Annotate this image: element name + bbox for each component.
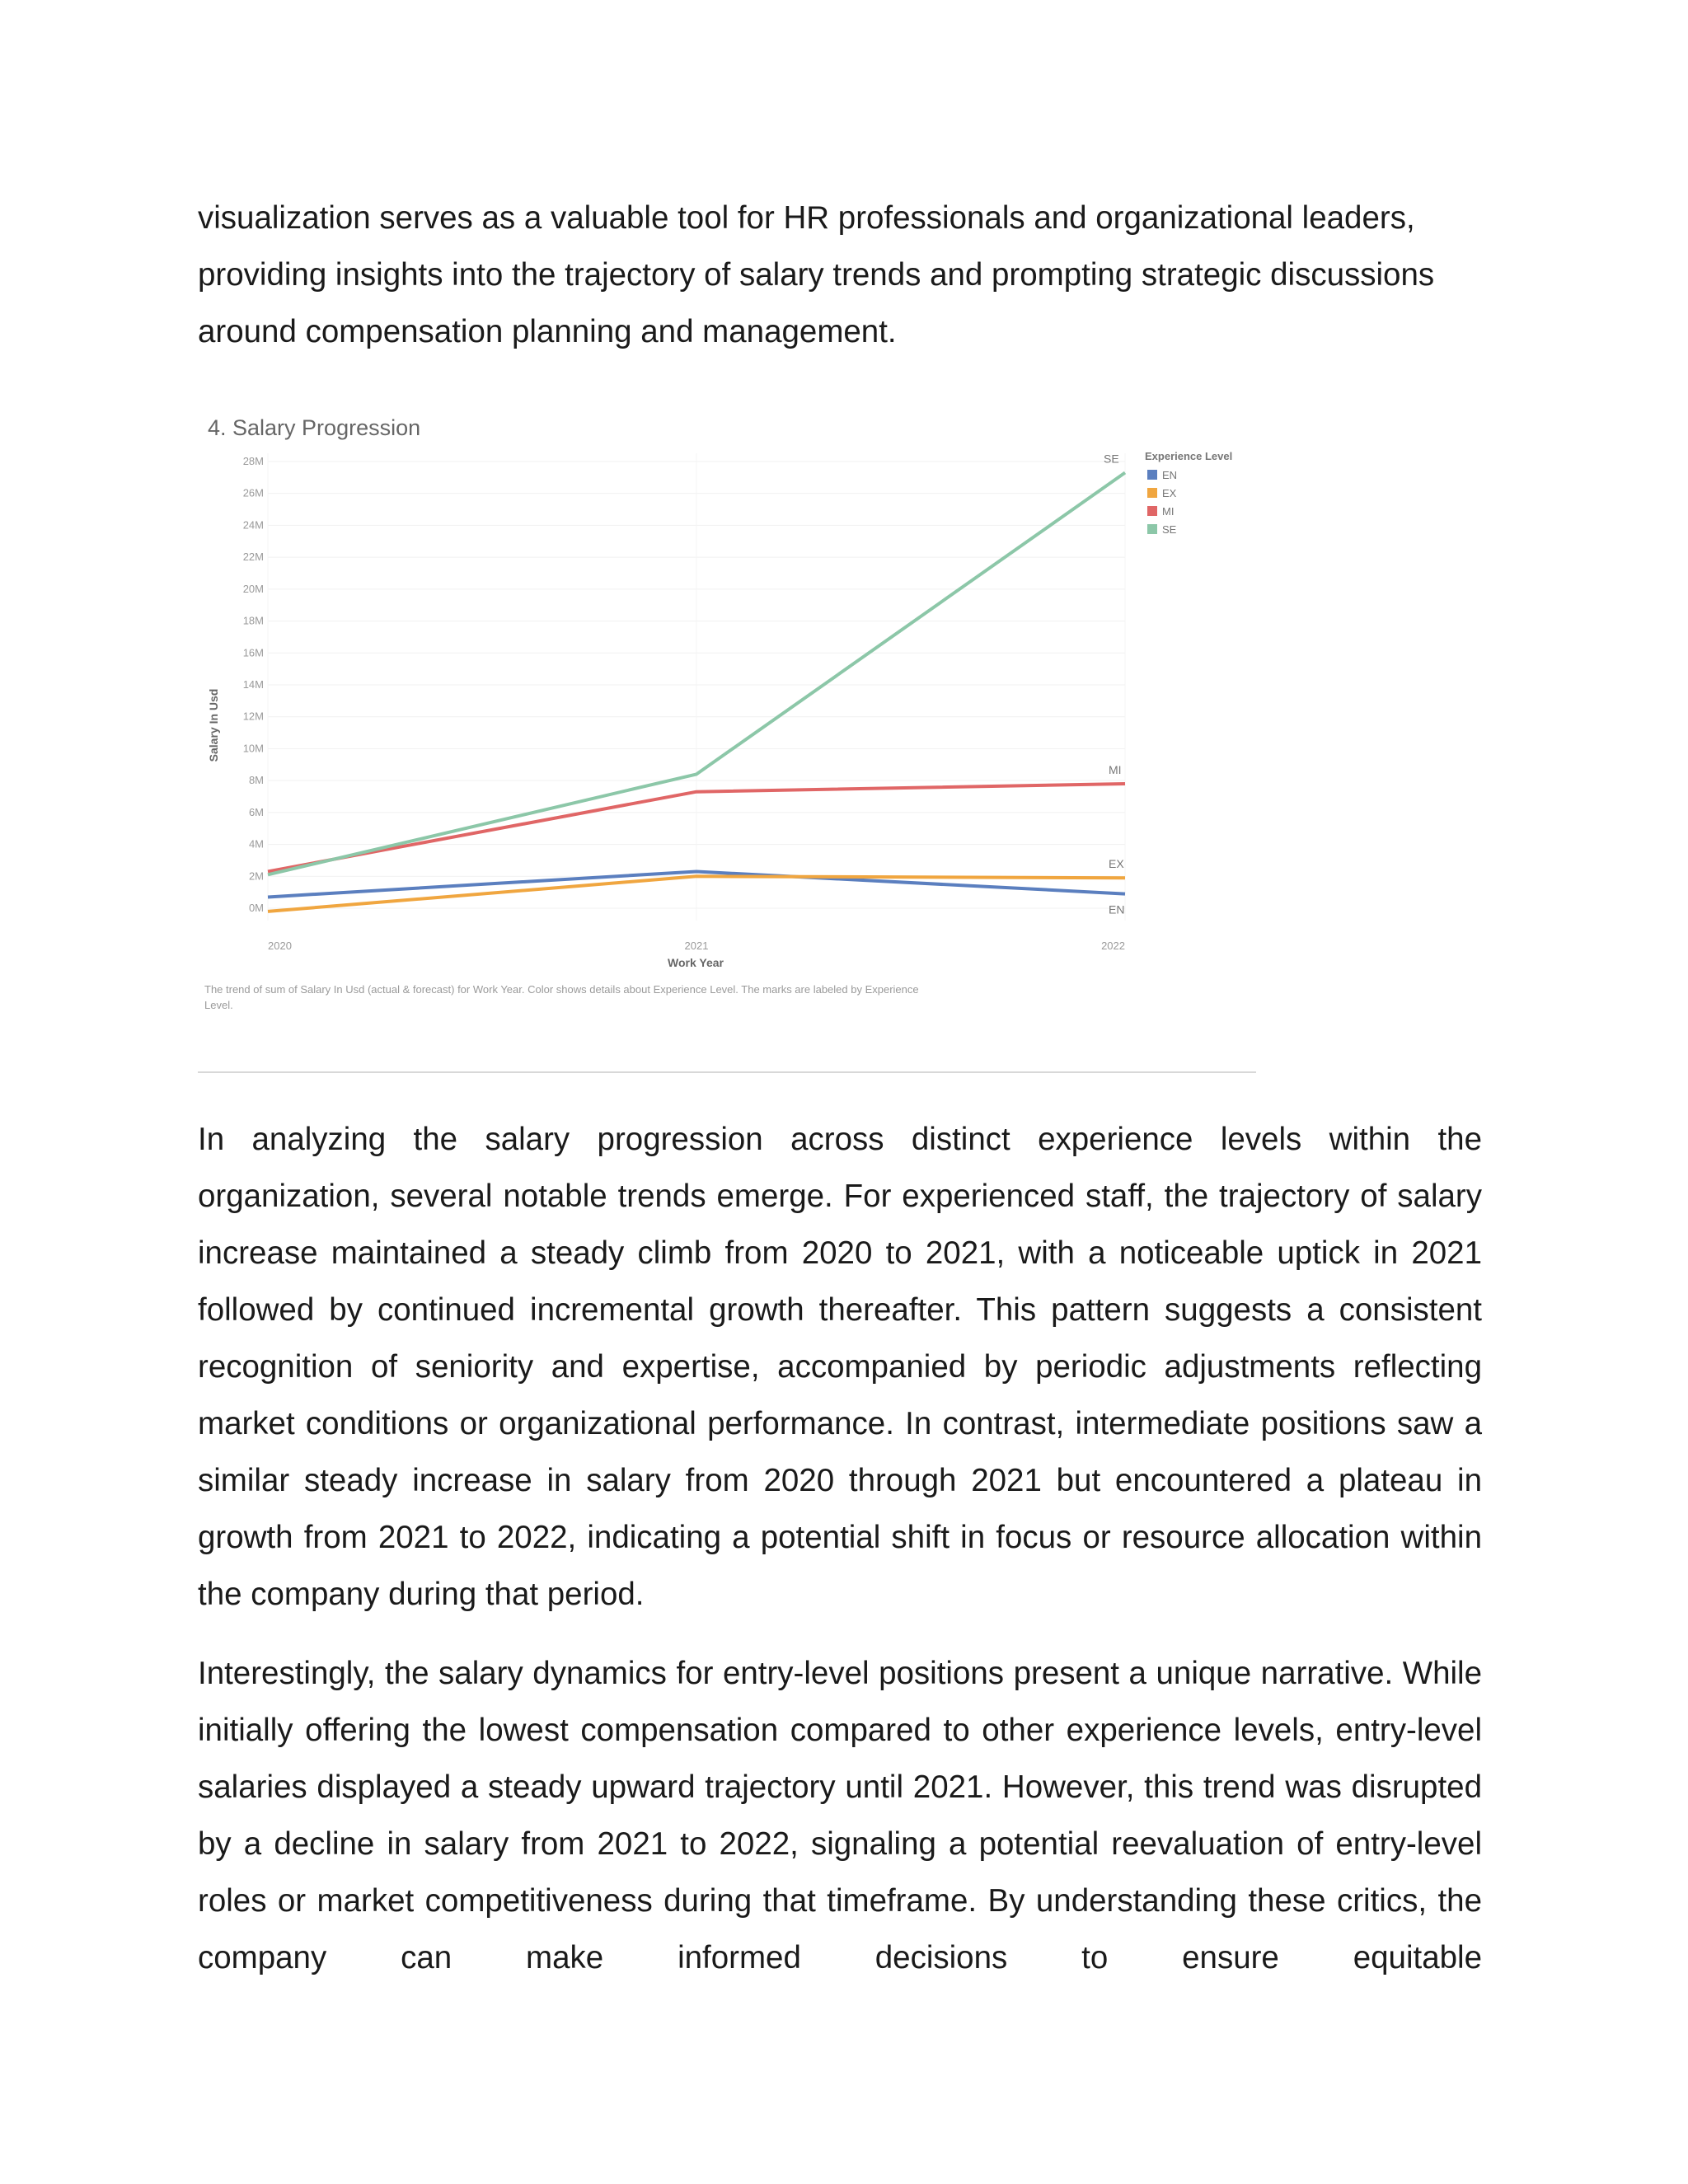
paragraph-intro: visualization serves as a valuable tool for HR professionals and organizational leaders, providing insights into the trajectory of salary trends and prompting strategic discussions around compensation planning and management. xyxy=(198,200,1435,349)
y-tick-label: 10M xyxy=(242,742,264,755)
y-tick-label: 2M xyxy=(248,869,264,883)
y-tick-label: 16M xyxy=(242,646,264,659)
y-tick-label: 14M xyxy=(242,678,264,691)
chart-grid xyxy=(268,453,1125,921)
y-tick-labels xyxy=(243,455,264,914)
legend xyxy=(1145,450,1232,536)
x-axis-label: Work Year xyxy=(668,956,724,969)
legend-swatch-ex xyxy=(1147,488,1157,498)
section-divider xyxy=(198,1071,1256,1073)
x-tick-label: 2022 xyxy=(1101,940,1125,952)
end-label-ex: EX xyxy=(1109,857,1124,871)
chart-caption-line: Level. xyxy=(204,999,233,1011)
y-tick-label: 6M xyxy=(248,805,264,818)
legend-item-en: EN xyxy=(1162,469,1178,481)
legend-swatch-se xyxy=(1147,524,1157,534)
y-tick-label: 24M xyxy=(242,518,264,532)
legend-title: Experience Level xyxy=(1145,450,1233,462)
x-tick-label: 2021 xyxy=(684,940,709,952)
legend-item-se: SE xyxy=(1162,523,1177,536)
paragraph-analysis: In analyzing the salary progression across distinct experience levels within the organization, several notable trends emerge. For experienced staff, the trajectory of salary increase maintained a steady climb from 2020 to 2021, with a noticeable uptick in 2021 followed by continued incremental growth thereafter. This pattern suggests a consistent recognition of seniority and expertise, accompanied by periodic adjustments reflecting market conditions or organizational performance. In contrast, intermediate positions saw a similar steady increase in salary from 2020 through 2021 but encountered a plateau in growth from 2021 to 2022, indicating a potential shift in focus or resource allocation within the company during that period. xyxy=(198,1122,1482,1612)
legend-item-ex: EX xyxy=(1162,487,1177,499)
chart-caption xyxy=(204,983,921,1011)
y-tick-label: 28M xyxy=(242,455,264,467)
salary-progression-chart xyxy=(198,404,1302,1038)
x-tick-labels xyxy=(268,940,1125,952)
y-tick-label: 22M xyxy=(242,551,264,564)
end-label-se: SE xyxy=(1104,452,1119,466)
chart-svg xyxy=(198,404,1302,1038)
y-tick-label: 8M xyxy=(248,774,264,787)
y-tick-label: 18M xyxy=(242,614,264,627)
legend-swatch-en xyxy=(1147,470,1157,480)
legend-item-mi: MI xyxy=(1162,505,1175,518)
paragraph-entry-level: Interestingly, the salary dynamics for entry-level positions present a unique narrative. While initially offering the lowest compensation compared to other experience levels, entry-level salaries displayed a steady upward trajectory until 2021. However, this trend was disrupted by a decline in salary from 2021 to 2022, signaling a potential reevaluation of entry-level roles or market competitiveness during that timeframe. By understanding these critics, the company can make informed decisions to ensure equitable xyxy=(198,1656,1482,1975)
y-tick-label: 26M xyxy=(242,486,264,499)
y-tick-label: 12M xyxy=(242,710,264,723)
y-tick-label: 4M xyxy=(248,837,264,851)
y-tick-label: 0M xyxy=(248,902,264,914)
end-label-en: EN xyxy=(1109,902,1125,916)
y-axis-label: Salary In Usd xyxy=(207,688,220,762)
y-tick-label: 20M xyxy=(242,582,264,595)
end-label-mi: MI xyxy=(1109,763,1122,777)
chart-caption-line: The trend of sum of Salary In Usd (actual & forecast) for Work Year. Color shows details about Experience Level. The marks are labeled by Experience xyxy=(204,983,919,996)
series-end-labels xyxy=(1104,452,1124,916)
x-tick-label: 2020 xyxy=(268,940,292,952)
legend-swatch-mi xyxy=(1147,506,1157,516)
chart-title: 4. Salary Progression xyxy=(208,415,421,440)
